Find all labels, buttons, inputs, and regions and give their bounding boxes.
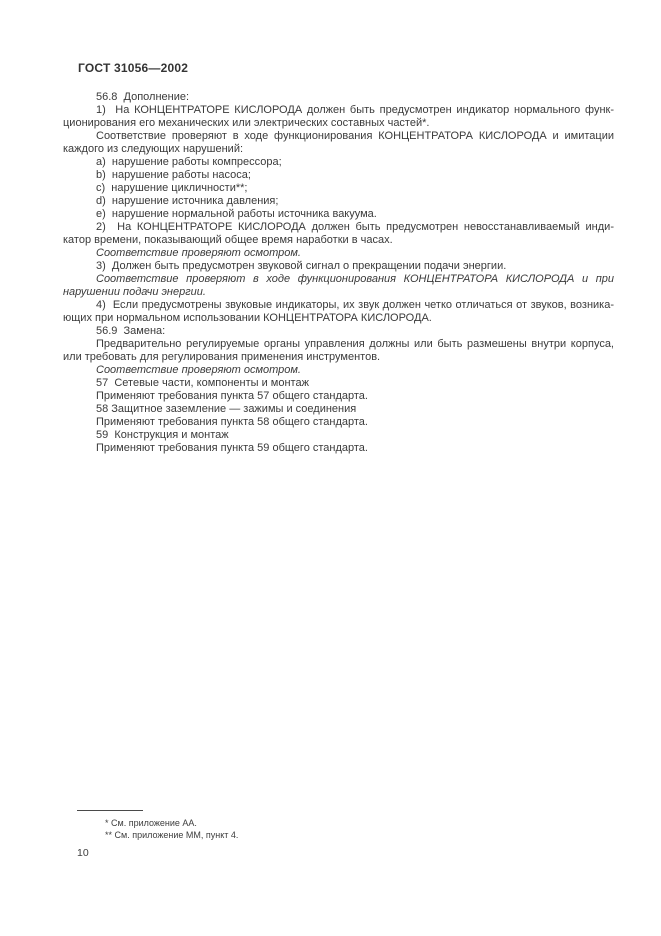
document-body-text (63, 91, 614, 455)
text-line: 2) На КОНЦЕНТРАТОРЕ КИСЛОРОДА должен быть предусмотрен невосстанавливаемый инди- (96, 221, 614, 233)
text-line: 3) Должен быть предусмотрен звуковой сигнал о прекращении подачи энергии. (96, 260, 507, 272)
text-line: Соответствие проверяют в ходе функционирования КОНЦЕНТРАТОРА КИСЛОРОДА и при (96, 273, 614, 285)
text-line: катор времени, показывающий общее время наработки в часах. (63, 234, 393, 246)
text-line: 4) Если предусмотрены звуковые индикаторы, их звук должен четко отличаться от звуков, возника- (96, 299, 614, 311)
footnote-divider (77, 810, 143, 811)
text-line: Соответствие проверяют в ходе функционирования КОНЦЕНТРАТОРА КИСЛОРОДА и имитации (96, 130, 614, 142)
document-standard-number: ГОСТ 31056—2002 (78, 61, 189, 75)
text-line: или требовать для регулирования применения инструментов. (63, 351, 381, 363)
text-line: e) нарушение нормальной работы источника вакуума. (96, 208, 377, 220)
text-line: Применяют требования пункта 57 общего стандарта. (96, 390, 368, 402)
footnote-line: * См. приложение АА. (105, 818, 197, 828)
text-line: ционирования его механических или электрических составных частей*. (63, 117, 430, 129)
text-line: 58 Защитное заземление — зажимы и соединения (96, 403, 357, 415)
text-line: нарушении подачи энергии. (63, 286, 206, 298)
text-line: каждого из следующих нарушений: (63, 143, 244, 155)
text-line: Соответствие проверяют осмотром. (96, 364, 301, 376)
text-line: d) нарушение источника давления; (96, 195, 279, 207)
text-line: 1) На КОНЦЕНТРАТОРЕ КИСЛОРОДА должен быть предусмотрен индикатор нормального функ- (96, 104, 614, 116)
footnote-line: ** См. приложение ММ, пункт 4. (105, 829, 239, 840)
text-line: 59 Конструкция и монтаж (96, 429, 229, 441)
page-number: 10 (77, 847, 89, 859)
text-line: ющих при нормальном использовании КОНЦЕНТРАТОРА КИСЛОРОДА. (63, 312, 432, 324)
text-line: b) нарушение работы насоса; (96, 169, 251, 181)
text-line: 56.8 Дополнение: (96, 91, 190, 103)
text-line: c) нарушение цикличности**; (96, 182, 248, 194)
text-line: Применяют требования пункта 58 общего стандарта. (96, 416, 368, 428)
text-line: a) нарушение работы компрессора; (96, 156, 282, 168)
text-line: Соответствие проверяют осмотром. (96, 247, 301, 259)
text-line: 57 Сетевые части, компоненты и монтаж (96, 377, 309, 389)
footnotes-block (105, 818, 505, 841)
text-line: Применяют требования пункта 59 общего стандарта. (96, 442, 368, 454)
text-line: Предварительно регулируемые органы управления должны или быть размешены внутри корпуса, (96, 338, 614, 350)
text-line: 56.9 Замена: (96, 325, 166, 337)
